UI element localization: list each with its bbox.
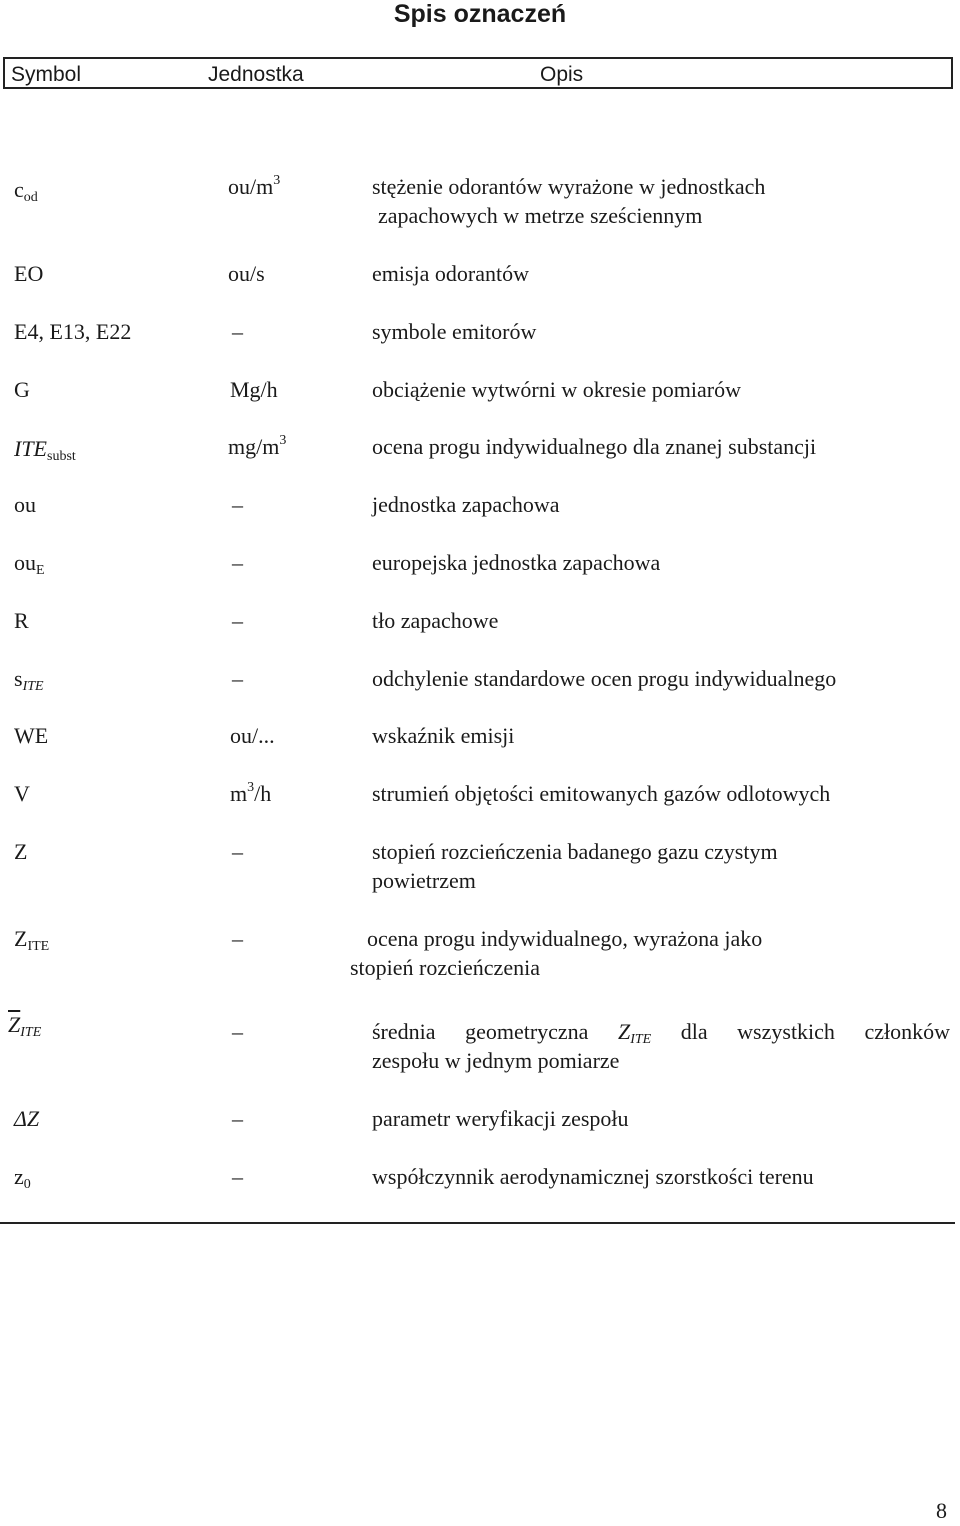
description-cell: odchylenie standardowe ocen progu indywidualnego [372, 666, 837, 691]
symbol-cell: $z_0$ [14, 1164, 31, 1192]
symbol-cell: $\overline{Z}_{ITE}$ [8, 1012, 42, 1040]
unit-cell: $mg/m^3$ [228, 433, 287, 459]
description-cell: jednostka zapachowa [372, 492, 560, 517]
unit-cell: ou/s [228, 261, 265, 286]
description-cell: emisja odorantów [372, 261, 530, 286]
symbol-cell: ou [14, 492, 36, 517]
unit-cell: – [232, 608, 243, 633]
unit-cell: – [232, 1106, 243, 1131]
description-cell: stężenie odorantów wyrażone w jednostkach [372, 174, 766, 199]
unit-cell: – [232, 1019, 243, 1044]
unit-cell: – [232, 492, 243, 517]
description-cell-continued: zespołu w jednym pomiarze [372, 1048, 620, 1073]
unit-cell: – [232, 550, 243, 575]
symbol-cell: Z [14, 839, 28, 864]
header-symbol: Symbol [11, 63, 82, 86]
unit-cell: ou/... [230, 723, 275, 748]
symbol-cell: ΔZ [14, 1106, 40, 1131]
description-cell: wskaźnik emisji [372, 723, 515, 748]
description-cell: ocena progu indywidualnego, wyrażona jako [367, 926, 763, 951]
description-cell: stopień rozcieńczenia badanego gazu czystym [372, 839, 778, 864]
description-cell: ocena progu indywidualnego dla znanej substancji [372, 434, 817, 459]
header-unit: Jednostka [208, 63, 304, 86]
symbol-cell: $Z_{ITE}$ [14, 926, 50, 954]
unit-cell: $m^3/h$ [230, 780, 272, 806]
description-cell: strumień objętości emitowanych gazów odlotowych [372, 781, 831, 806]
unit-cell: – [232, 319, 243, 344]
unit-cell: – [232, 926, 243, 951]
symbol-cell: $ITE_{subst}$ [14, 436, 76, 464]
symbol-cell: V [14, 781, 30, 806]
symbol-cell: G [14, 377, 30, 402]
table-header [3, 57, 953, 89]
symbol-cell: R [14, 608, 29, 633]
description-cell-continued: zapachowych w metrze sześciennym [378, 203, 703, 228]
description-cell: średnia geometryczna $Z_{ITE}$ dla wszystkich członków [372, 1019, 950, 1047]
symbol-cell: E4, E13, E22 [14, 319, 132, 344]
unit-cell: – [232, 839, 243, 864]
unit-cell: $ou/m^3$ [228, 173, 281, 199]
symbol-cell: EO [14, 261, 44, 286]
description-cell: symbole emitorów [372, 319, 537, 344]
description-cell-continued: stopień rozcieńczenia [350, 955, 540, 980]
unit-cell: – [232, 666, 243, 691]
page-number: 8 [936, 1498, 947, 1523]
description-cell: parametr weryfikacji zespołu [372, 1106, 629, 1131]
page-title: Spis oznaczeń [393, 0, 567, 28]
symbol-cell: WE [14, 723, 49, 748]
table-bottom-rule [0, 1222, 955, 1224]
description-cell: obciążenie wytwórni w okresie pomiarów [372, 377, 741, 402]
unit-cell: – [232, 1164, 243, 1189]
unit-cell: Mg/h [230, 377, 278, 402]
symbol-cell: $s_{ITE}$ [14, 666, 44, 694]
description-cell-continued: powietrzem [372, 868, 476, 893]
symbol-cell: $ou_E$ [14, 550, 45, 578]
description-cell: współczynnik aerodynamicznej szorstkości terenu [372, 1164, 814, 1189]
description-cell: europejska jednostka zapachowa [372, 550, 661, 575]
symbol-cell: $c_{od}$ [14, 177, 38, 205]
header-description: Opis [540, 63, 584, 86]
description-cell: tło zapachowe [372, 608, 499, 633]
